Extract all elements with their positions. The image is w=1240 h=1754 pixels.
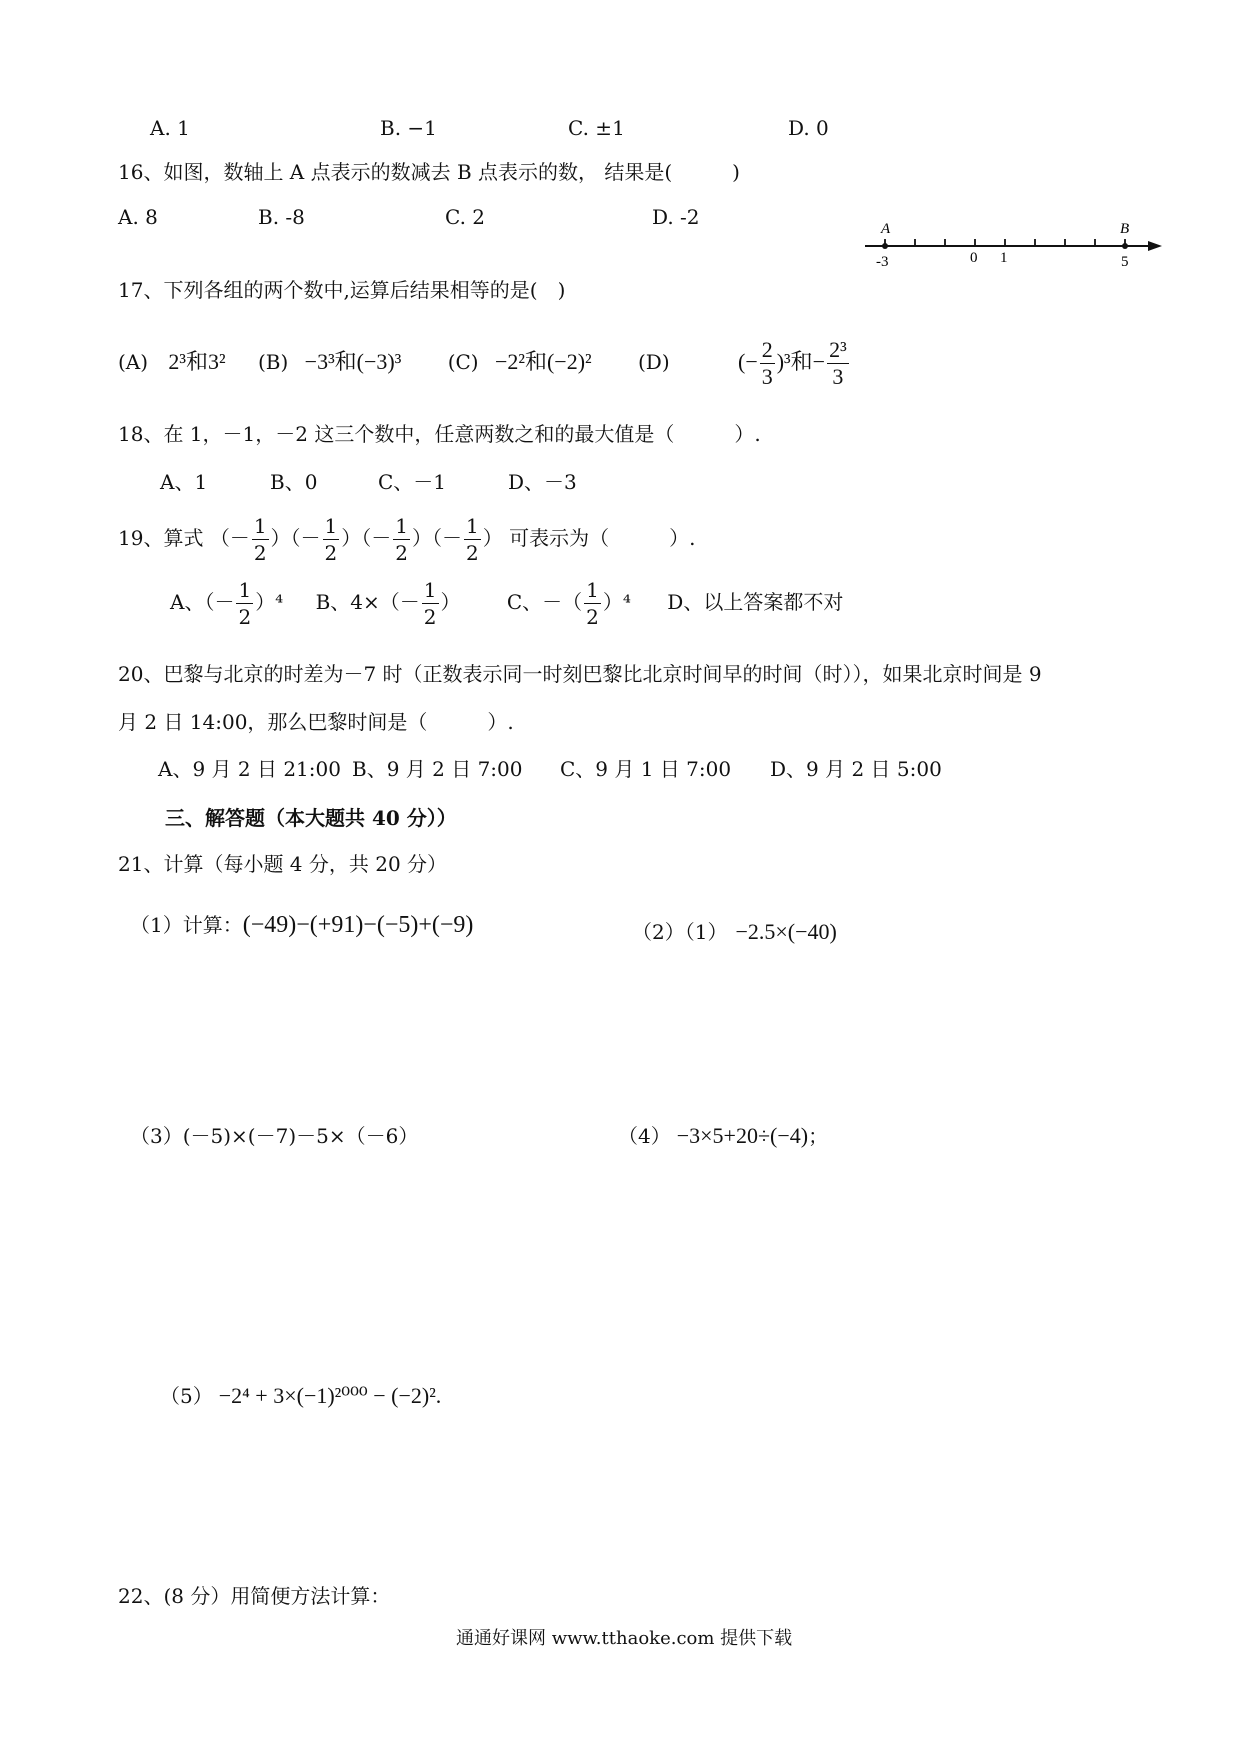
q21-part5: （5） −2⁴ + 3×(−1)²⁰⁰⁰ − (−2)². bbox=[160, 1383, 442, 1408]
q19-option-d: D、以上答案都不对 bbox=[667, 590, 844, 614]
q16-stem: 16、如图，数轴上 A 点表示的数减去 B 点表示的数， 结果是( ) bbox=[118, 160, 740, 184]
tick-label-1: 1 bbox=[1000, 250, 1008, 266]
q17-b-label: (B) bbox=[257, 350, 289, 374]
q17-c-label: (C) bbox=[447, 350, 479, 374]
q17-options-row bbox=[118, 350, 670, 374]
q17-stem: 17、下列各组的两个数中,运算后结果相等的是( ) bbox=[118, 278, 566, 302]
point-a-dot bbox=[882, 243, 888, 249]
q18-option-b: B、0 bbox=[270, 470, 318, 494]
q19-option-c: C、－（ $\frac{1}{2}$ ）⁴ bbox=[506, 578, 631, 629]
tick-label-5: 5 bbox=[1121, 254, 1129, 270]
point-b-label: B bbox=[1120, 221, 1130, 237]
q20-option-b: B、9 月 2 日 7:00 bbox=[352, 757, 523, 781]
number-line-figure bbox=[860, 212, 1170, 272]
q15-option-d: D. 0 bbox=[788, 116, 829, 140]
q19-option-a: A、（－ $\frac{1}{2}$ ）⁴ bbox=[170, 578, 284, 629]
q17-a-expr: 2³和3² bbox=[168, 349, 226, 374]
q18-option-c: C、－1 bbox=[378, 470, 447, 494]
point-a-label: A bbox=[881, 221, 891, 237]
q19-stem: 19、算式 （－ $\frac{1}{2}$ ）（－ $\frac{1}{2}$ ）（－ $\frac{1}{2}$ ）（－ $\frac{1}{2}$ ） 可表示为（ ）. bbox=[118, 514, 696, 565]
q17-c-expr: −2²和(−2)² bbox=[494, 349, 592, 374]
q16-option-b: B. -8 bbox=[258, 205, 305, 229]
number-line-arrow bbox=[1148, 241, 1162, 251]
q19-options-row bbox=[170, 572, 843, 632]
q20-line2: 月 2 日 14:00，那么巴黎时间是（ ）. bbox=[118, 710, 514, 734]
number-line-ticks bbox=[885, 239, 1125, 246]
q18-stem: 18、在 1，－1，－2 这三个数中，任意两数之和的最大值是（ ）. bbox=[118, 422, 761, 446]
q20-line1: 20、巴黎与北京的时差为－7 时（正数表示同一时刻巴黎比北京时间早的时间（时）），如果北京时间是 9 bbox=[118, 662, 1042, 686]
q16-option-c: C. 2 bbox=[445, 205, 486, 229]
section3-title: 三、解答题（本大题共 40 分）） bbox=[165, 806, 457, 830]
tick-label-neg3: -3 bbox=[876, 254, 889, 270]
q20-option-c: C、9 月 1 日 7:00 bbox=[560, 757, 732, 781]
q18-option-a: A、1 bbox=[160, 470, 208, 494]
q18-option-d: D、－3 bbox=[508, 470, 577, 494]
q17-d-expr: (− $\frac{2}{3}$ )³和− $\frac{\text{2³}}{3}$ bbox=[738, 337, 847, 390]
q22-stem: 22、(8 分）用简便方法计算： bbox=[118, 1584, 391, 1608]
q21-part3: （3）(－5)×(－7)－5×（－6） bbox=[130, 1124, 419, 1148]
q16-option-a: A. 8 bbox=[118, 205, 158, 229]
q20-option-d: D、9 月 2 日 5:00 bbox=[770, 757, 942, 781]
q19-option-b: B、4×（－ $\frac{1}{2}$ ） bbox=[315, 578, 461, 629]
q15-option-a: A. 1 bbox=[150, 116, 190, 140]
q21-part1: （1）计算：(−49)−(+91)−(−5)+(−9) bbox=[130, 912, 474, 938]
q17-a-label: (A) bbox=[118, 350, 149, 374]
q15-option-c: C. ±1 bbox=[568, 116, 625, 140]
q16-option-d: D. -2 bbox=[652, 205, 700, 229]
q21-stem: 21、计算（每小题 4 分，共 20 分） bbox=[118, 852, 448, 876]
q21-part4: （4） −3×5+20÷(−4)； bbox=[618, 1123, 829, 1148]
q21-part2: （2）（1） −2.5×(−40) bbox=[632, 919, 837, 944]
tick-label-0: 0 bbox=[970, 250, 978, 266]
q15-option-b: B. −1 bbox=[380, 116, 437, 140]
q20-option-a: A、9 月 2 日 21:00 bbox=[158, 757, 341, 781]
point-b-dot bbox=[1122, 243, 1128, 249]
q17-d-label: (D) bbox=[638, 350, 670, 374]
page-footer: 通通好课网 www.tthaoke.com 提供下载 bbox=[456, 1628, 793, 1649]
q17-b-expr: −3³和(−3)³ bbox=[304, 349, 402, 374]
